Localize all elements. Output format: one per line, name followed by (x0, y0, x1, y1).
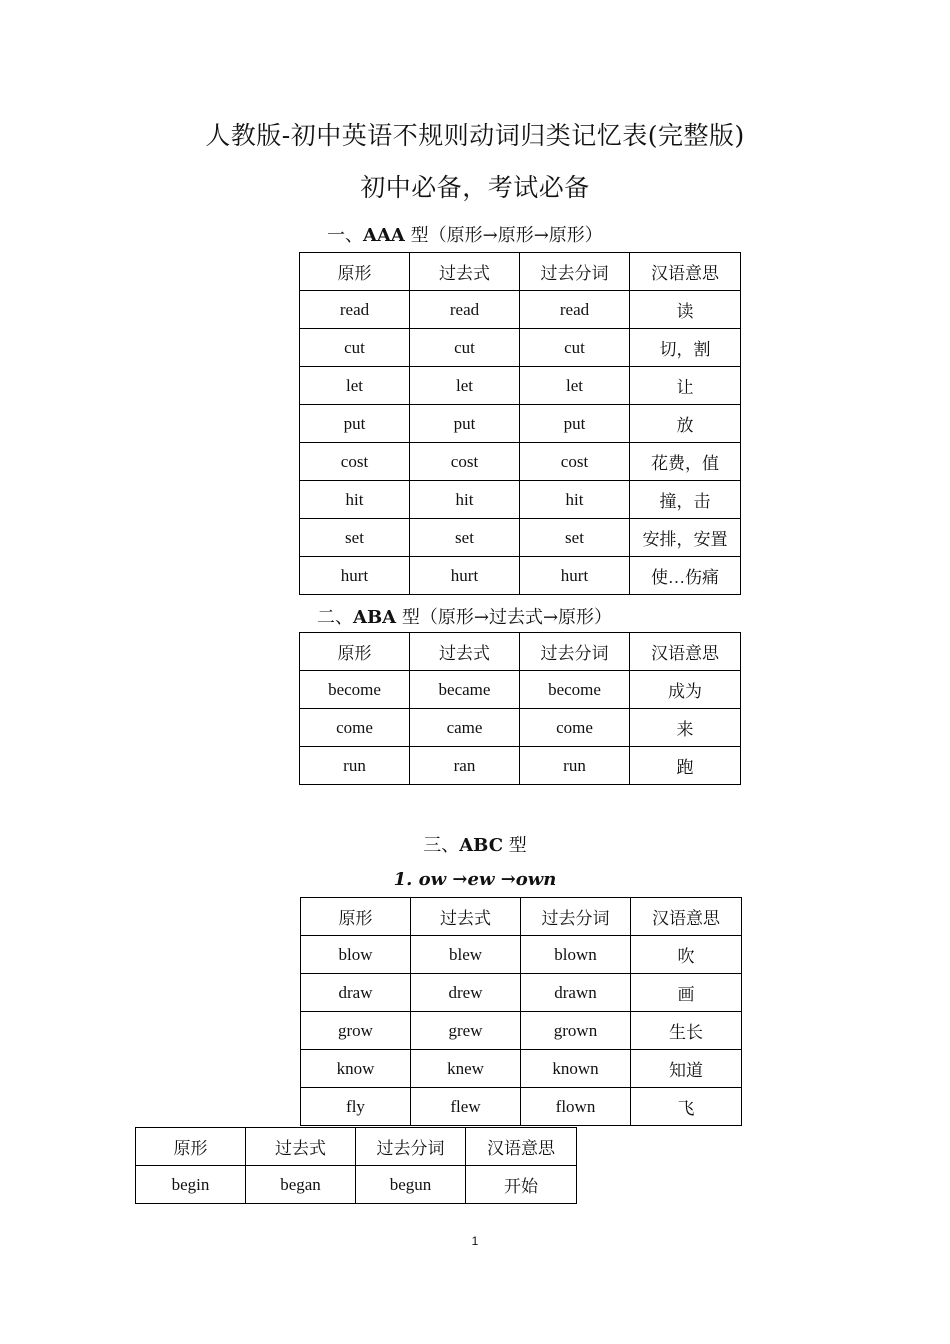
table-cell: blown (521, 936, 631, 974)
page-subtitle: 初中必备，考试必备 (360, 173, 590, 202)
header-cell: 原形 (301, 898, 411, 936)
table-row (300, 481, 741, 519)
table-cell: drawn (521, 974, 631, 1012)
table-cell: cut (520, 329, 630, 367)
table-row (300, 443, 741, 481)
table-cell: grew (411, 1012, 521, 1050)
table-cell: run (520, 747, 630, 785)
table-cell: 放 (630, 405, 741, 443)
header-cell: 汉语意思 (630, 633, 741, 671)
table-header-row (301, 898, 742, 936)
header-cell: 汉语意思 (466, 1128, 577, 1166)
table-cell: come (300, 709, 410, 747)
table-cell: 安排，安置 (630, 519, 741, 557)
table-row (301, 1088, 742, 1126)
table-cell: 撞，击 (630, 481, 741, 519)
table-cell: 成为 (630, 671, 741, 709)
header-cell: 原形 (136, 1128, 246, 1166)
table-cell: flew (411, 1088, 521, 1126)
table-row (300, 709, 741, 747)
table-cell: let (520, 367, 630, 405)
table-row (300, 405, 741, 443)
table-cell: 画 (631, 974, 742, 1012)
table-header-row (300, 253, 741, 291)
table-cell: blew (411, 936, 521, 974)
table-cell: begin (136, 1166, 246, 1204)
table-cell: cost (410, 443, 520, 481)
table-cell: let (410, 367, 520, 405)
table-cell: 飞 (631, 1088, 742, 1126)
header-cell: 汉语意思 (630, 253, 741, 291)
table-cell: 来 (630, 709, 741, 747)
table-row (300, 291, 741, 329)
table-aaa (299, 252, 741, 595)
header-cell: 原形 (300, 253, 410, 291)
table-cell: came (410, 709, 520, 747)
subsection-heading-ow: 1. ow →ew →own (393, 869, 557, 890)
header-cell: 过去式 (246, 1128, 356, 1166)
table-row (301, 1012, 742, 1050)
table-header-row (136, 1128, 577, 1166)
header-cell: 过去分词 (520, 253, 630, 291)
table-row (301, 936, 742, 974)
table-abc-ow (300, 897, 742, 1126)
table-cell: run (300, 747, 410, 785)
section-heading-abc: 三、ABC 型 (423, 835, 527, 856)
table-cell: come (520, 709, 630, 747)
table-cell: drew (411, 974, 521, 1012)
table-cell: hurt (410, 557, 520, 595)
table-cell: known (521, 1050, 631, 1088)
section-heading-aba: 二、ABA 型（原形→过去式→原形） (317, 607, 613, 628)
table-cell: 吹 (631, 936, 742, 974)
table-row (301, 974, 742, 1012)
table-cell: cost (300, 443, 410, 481)
table-cell: hit (410, 481, 520, 519)
table-cell: hit (300, 481, 410, 519)
table-begin (135, 1127, 577, 1204)
table-cell: hit (520, 481, 630, 519)
table-cell: know (301, 1050, 411, 1088)
table-row (136, 1166, 577, 1204)
table-cell: began (246, 1166, 356, 1204)
table-cell: flown (521, 1088, 631, 1126)
table-cell: 读 (630, 291, 741, 329)
table-cell: read (520, 291, 630, 329)
table-cell: hurt (520, 557, 630, 595)
table-cell: grown (521, 1012, 631, 1050)
table-row (300, 557, 741, 595)
table-cell: read (300, 291, 410, 329)
table-cell: 生长 (631, 1012, 742, 1050)
table-cell: cut (300, 329, 410, 367)
table-cell: cut (410, 329, 520, 367)
table-cell: read (410, 291, 520, 329)
table-cell: 跑 (630, 747, 741, 785)
header-cell: 原形 (300, 633, 410, 671)
table-cell: 知道 (631, 1050, 742, 1088)
table-cell: grow (301, 1012, 411, 1050)
table-cell: ran (410, 747, 520, 785)
table-cell: become (300, 671, 410, 709)
table-cell: put (410, 405, 520, 443)
page-number: 1 (471, 1234, 479, 1248)
table-row (300, 519, 741, 557)
table-cell: became (410, 671, 520, 709)
table-cell: blow (301, 936, 411, 974)
table-cell: 花费，值 (630, 443, 741, 481)
table-cell: draw (301, 974, 411, 1012)
table-cell: let (300, 367, 410, 405)
page-title: 人教版-初中英语不规则动词归类记忆表(完整版) (205, 121, 745, 150)
table-row (300, 329, 741, 367)
table-cell: put (300, 405, 410, 443)
table-cell: 切，割 (630, 329, 741, 367)
table-row (301, 1050, 742, 1088)
table-header-row (300, 633, 741, 671)
table-cell: 开始 (466, 1166, 577, 1204)
table-cell: set (300, 519, 410, 557)
table-cell: hurt (300, 557, 410, 595)
table-cell: become (520, 671, 630, 709)
table-cell: set (410, 519, 520, 557)
table-cell: 让 (630, 367, 741, 405)
table-cell: 使…伤痛 (630, 557, 741, 595)
table-cell: put (520, 405, 630, 443)
table-row (300, 367, 741, 405)
header-cell: 过去式 (411, 898, 521, 936)
table-cell: set (520, 519, 630, 557)
table-row (300, 671, 741, 709)
table-cell: fly (301, 1088, 411, 1126)
header-cell: 过去分词 (356, 1128, 466, 1166)
header-cell: 过去式 (410, 253, 520, 291)
header-cell: 过去分词 (520, 633, 630, 671)
header-cell: 汉语意思 (631, 898, 742, 936)
table-cell: knew (411, 1050, 521, 1088)
header-cell: 过去分词 (521, 898, 631, 936)
table-cell: begun (356, 1166, 466, 1204)
header-cell: 过去式 (410, 633, 520, 671)
table-cell: cost (520, 443, 630, 481)
section-heading-aaa: 一、AAA 型（原形→原形→原形） (327, 225, 603, 246)
table-row (300, 747, 741, 785)
table-aba (299, 632, 741, 785)
